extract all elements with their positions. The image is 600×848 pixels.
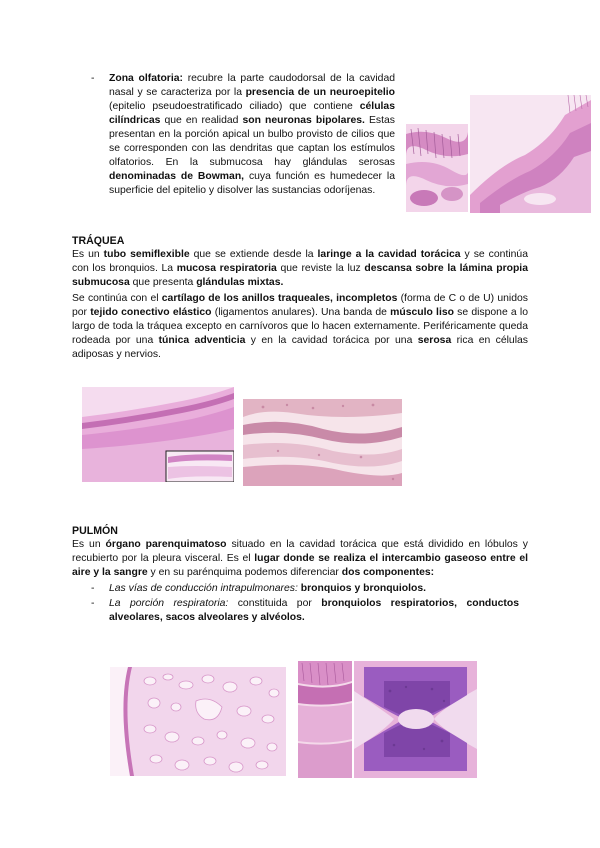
lung-micrograph-2 <box>298 661 352 778</box>
lung-item-2-term: La porción respiratoria: <box>109 598 229 609</box>
trachea-paragraph-1 <box>72 248 528 290</box>
olfactory-bullet: - <box>91 73 95 84</box>
lung-p1-bold-b: órgano parenquimatoso <box>105 539 227 550</box>
lung-item-1 <box>109 582 519 596</box>
lung-p1-bold-f: dos componentes: <box>341 567 435 578</box>
olfactory-text-2: (epitelio pseudoestratificado ciliado) que contiene <box>109 101 360 112</box>
trachea-p2-text-g: se dispone a lo largo de toda la tráquea excepto en carnívoros que lo hacen externamente. Periféricamente queda rodeada por una <box>72 307 528 346</box>
trachea-p2-text-i: y en la cavidad torácica por una <box>245 335 418 346</box>
trachea-p2-bold-b: cartílago de los anillos traqueales, incompletos <box>161 293 398 304</box>
trachea-p2-text-e: (ligamentos anulares). Una banda de <box>211 307 391 318</box>
trachea-p1-bold-b: tubo semiflexible <box>103 249 190 260</box>
olfactory-text-5: cuya función es humedecer la superficie del epitelio y disolver las sustancias odoríjenas. <box>109 171 395 196</box>
trachea-p1-bold-h: descansa sobre la lámina propia submucosa <box>72 263 528 288</box>
trachea-p2-text-c: (forma de C o de U) unidos por <box>72 293 528 318</box>
trachea-heading: TRÁQUEA <box>72 235 125 247</box>
trachea-p2-bold-j: serosa <box>417 335 452 346</box>
trachea-p1-text-c: que se extiende desde la <box>189 249 318 260</box>
lung-item-2 <box>109 597 519 625</box>
trachea-paragraph-2 <box>72 292 528 362</box>
trachea-p1-bold-d: laringe a la cavidad torácica <box>317 249 461 260</box>
trachea-micrograph-1 <box>82 387 234 482</box>
lung-p1-text-e: y en su parénquima podemos diferenciar <box>147 567 342 578</box>
lung-item-2-text: constituida por <box>228 598 322 609</box>
lung-item-1-bold: bronquios y bronquiolos. <box>300 583 427 594</box>
olfactory-text-1: recubre la parte caudodorsal de la cavidad nasal y se caracteriza por la <box>109 73 396 98</box>
olfactory-micrograph-1 <box>406 124 468 212</box>
lung-heading: PULMÓN <box>72 525 118 537</box>
lung-item-1-bullet: - <box>91 583 95 594</box>
lung-p1-bold-d: lugar donde se realiza el intercambio gaseoso entre el aire y la sangre <box>72 553 528 578</box>
lung-micrograph-1 <box>110 667 286 776</box>
trachea-p1-text-i: que presenta <box>129 277 197 288</box>
olfactory-text-4: Estas presentan en la porción apical un bulbo provisto de cilios que se corresponden con las dendritas que captan los estímulos olfatorios. En la submucosa hay glándulas serosas <box>109 115 395 168</box>
lung-p1-text-a: Es un <box>72 539 106 550</box>
trachea-micrograph-2 <box>243 399 402 486</box>
trachea-p1-bold-j: glándulas mixtas. <box>196 277 284 288</box>
trachea-p2-text-k: rica en células adiposas y nervios. <box>72 335 528 360</box>
lung-paragraph <box>72 538 528 580</box>
olfactory-bold-1: presencia de un neuroepitelio <box>245 87 395 98</box>
lung-item-1-term: Las vías de conducción intrapulmonares: <box>109 583 298 594</box>
trachea-p2-bold-d: tejido conectivo elástico <box>90 307 212 318</box>
olfactory-bold-2: células cilíndricas <box>109 101 395 126</box>
trachea-p1-text-a: Es un <box>72 249 104 260</box>
olfactory-bold-4: denominadas de Bowman, <box>109 171 245 182</box>
lung-micrograph-3 <box>354 661 477 778</box>
olfactory-bold-3: son neuronas bipolares. <box>242 115 365 126</box>
trachea-p1-bold-f: mucosa respiratoria <box>176 263 277 274</box>
olfactory-paragraph <box>109 72 395 198</box>
trachea-p1-text-g: que reviste la luz <box>276 263 365 274</box>
lung-item-2-bullet: - <box>91 598 95 609</box>
lung-p1-text-c: situado en la cavidad torácica que está dividido en lóbulos y recubierto por la pleura visceral. Es el <box>72 539 528 564</box>
trachea-p2-bold-h: túnica adventicia <box>158 335 246 346</box>
olfactory-micrograph-2 <box>470 95 591 213</box>
trachea-p2-text-a: Se continúa con el <box>72 293 162 304</box>
olfactory-text-3: que en realidad <box>160 115 243 126</box>
trachea-p2-bold-f: músculo liso <box>390 307 454 318</box>
olfactory-term: Zona olfatoria: <box>109 73 183 84</box>
lung-item-2-bold: bronquiolos respiratorios, conductos alveolares, sacos alveolares y alvéolos. <box>109 598 519 623</box>
trachea-p1-text-e: y se continúa con los bronquios. La <box>72 249 528 274</box>
